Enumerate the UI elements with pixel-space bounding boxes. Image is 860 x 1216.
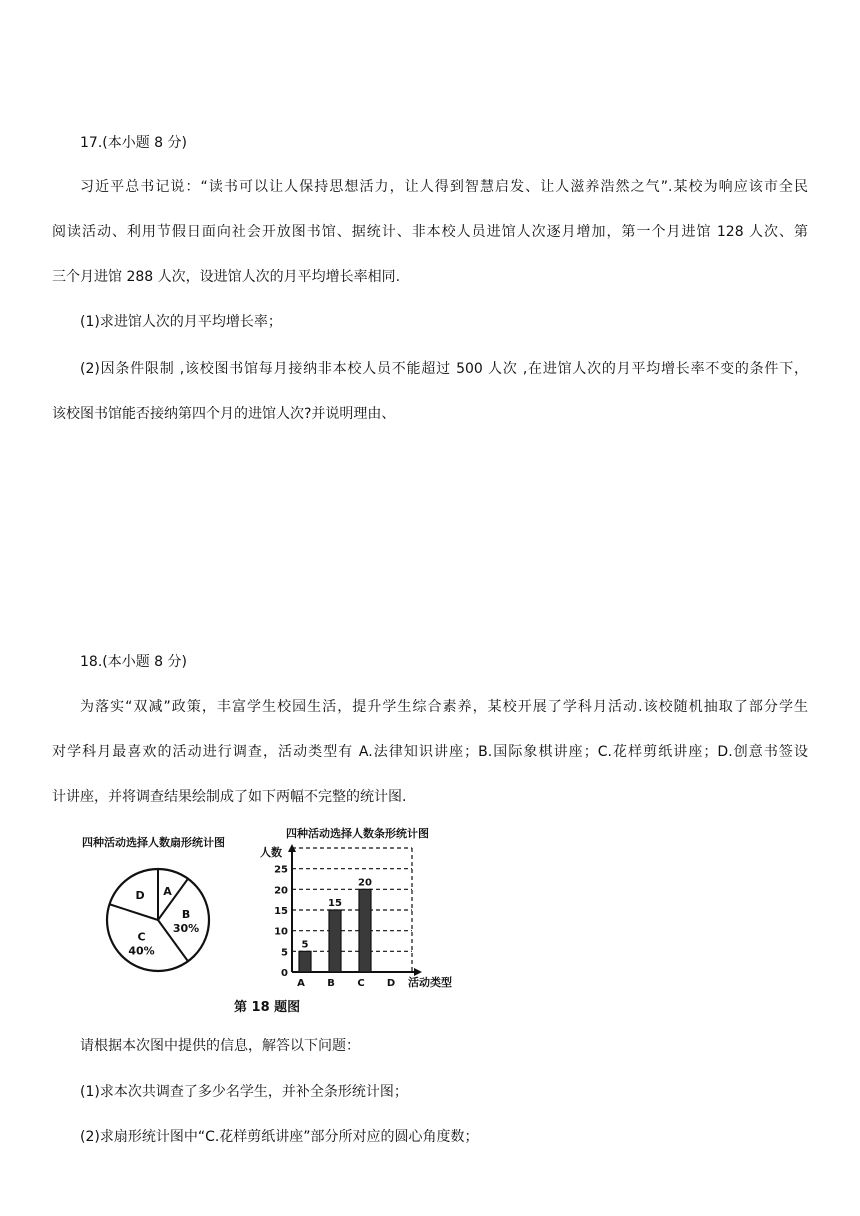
bar-marks	[274, 844, 422, 989]
bar-chart-x-axis-label: 活动类型	[408, 976, 452, 989]
pie-chart-title: 四种活动选择人数扇形统计图	[82, 836, 225, 849]
y-tick-label-20: 20	[274, 885, 288, 897]
q18-prompt: 请根据本次图中提供的信息，解答以下问题：	[80, 1038, 360, 1054]
q17-paragraph-line-2: 阅读活动、利用节假日面向社会开放图书馆、据统计、非本校人员进馆人次逐月增加，第一个月进馆 128 人次、第	[52, 224, 808, 240]
bar-value-label-b: 15	[328, 898, 342, 909]
x-tick-label-a: A	[297, 978, 305, 989]
y-tick-label-10: 10	[274, 926, 288, 938]
bar-a	[299, 951, 311, 972]
q17-heading: 17.(本小题 8 分)	[80, 135, 187, 151]
q17-subquestion-2-line-1: (2)因条件限制 ,该校图书馆每月接纳非本校人员不能超过 500 人次 ,在进馆人次的月平均增长率不变的条件下，	[80, 361, 808, 377]
pie-slice-percent-b: 30%	[172, 922, 200, 935]
y-tick-label-25: 25	[274, 864, 288, 876]
bar-value-label-a: 5	[301, 939, 309, 951]
q18-subquestion-2: (2)求扇形统计图中“C.花样剪纸讲座”部分所对应的圆心角度数；	[80, 1129, 479, 1145]
bar-value-label-c: 20	[358, 877, 372, 889]
q18-paragraph-line-2: 对学科月最喜欢的活动进行调查，活动类型有 A.法律知识讲座；B.国际象棋讲座；C.花样剪纸讲座；D.创意书签设	[52, 744, 808, 760]
pie-slice-label-d: D	[135, 889, 145, 903]
x-tick-label-b: B	[327, 978, 335, 989]
x-axis-arrow	[414, 968, 422, 976]
y-tick-label-0: 0	[281, 968, 288, 979]
pie-chart	[78, 828, 268, 998]
bar-b	[329, 910, 341, 972]
bar-chart-y-axis-label: 人数	[260, 846, 282, 859]
pie-slices	[107, 869, 209, 971]
bar-chart	[250, 822, 465, 994]
pie-slice-label-b: B	[181, 908, 191, 921]
q18-paragraph-line-1: 为落实“双减”政策，丰富学生校园生活，提升学生综合素养，某校开展了学科月活动.该校随机抽取了部分学生	[80, 699, 808, 715]
q18-paragraph-line-3: 计讲座，并将调查结果绘制成了如下两幅不完整的统计图.	[52, 789, 407, 805]
pie-slice-percent-c: 40%	[128, 944, 155, 958]
figure-caption: 第 18 题图	[234, 1000, 301, 1015]
y-tick-label-5: 5	[281, 947, 288, 959]
pie-divider-d	[109, 904, 158, 920]
pie-slice-label-c: C	[137, 930, 146, 944]
bar-chart-title: 四种活动选择人数条形统计图	[286, 827, 429, 840]
pie-slice-label-a: A	[163, 884, 172, 898]
x-tick-label-d: D	[386, 978, 396, 989]
q17-subquestion-2-line-2: 该校图书馆能否接纳第四个月的进馆人次?并说明理由、	[52, 406, 396, 422]
q18-subquestion-1: (1)求本次共调查了多少名学生，并补全条形统计图；	[80, 1084, 408, 1100]
q18-heading: 18.(本小题 8 分)	[80, 654, 187, 670]
q17-paragraph-line-3: 三个月进馆 288 人次，设进馆人次的月平均增长率相同.	[52, 269, 401, 285]
q17-subquestion-1: (1)求进馆人次的月平均增长率；	[80, 314, 282, 330]
bar-c	[359, 889, 371, 972]
y-tick-label-15: 15	[274, 906, 288, 917]
q17-paragraph-line-1: 习近平总书记说：“读书可以让人保持思想活力，让人得到智慧启发、让人滋养浩然之气”.某校为响应该市全民	[80, 179, 808, 195]
x-tick-label-c: C	[357, 978, 365, 989]
